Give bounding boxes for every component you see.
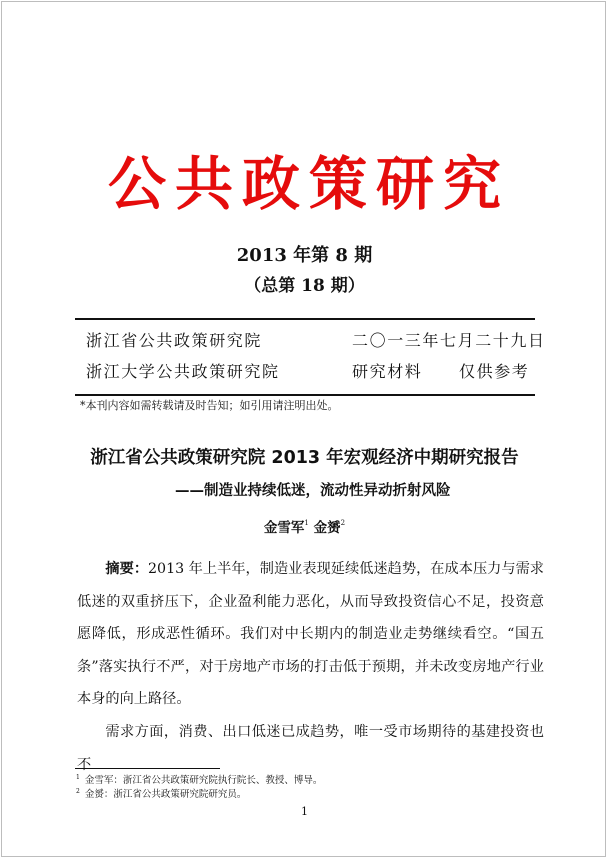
body-text	[77, 553, 544, 781]
header-org1: 浙江省公共政策研究院	[86, 331, 263, 350]
abstract-label: 摘要：	[105, 561, 149, 577]
page-number: 1	[301, 805, 308, 818]
header-material: 研究材料	[352, 362, 423, 381]
issue-number: 2013 年第 8 期	[236, 245, 373, 266]
author-line	[0, 513, 609, 538]
header-bottom-rule	[75, 394, 535, 396]
author-1-footnote-mark: 1	[304, 519, 309, 527]
abstract-text: 2013 年上半年，制造业表现延续低迷趋势，在成本压力与需求低迷的双重挤压下，企业盈利能力恶化，从而导致投资信心不足，投资意愿降低，形成恶性循环。我们对中长期内的制造业走势继续看空。“国五条”落实执行不严，对于房地产市场的打击低于预期，并未改变房地产行业本身的向上路径。	[77, 561, 544, 708]
report-subtitle: ——制造业持续低迷，流动性异动折射风险	[175, 483, 451, 499]
header-top-rule	[75, 318, 535, 320]
author-1: 金雪军	[263, 520, 305, 536]
paragraph-2: 需求方面，消费、出口低迷已成趋势，唯一受市场期待的基建投资也不	[77, 723, 544, 773]
footnote-2-mark: 2	[76, 788, 80, 795]
issue-total: （总第 18 期）	[244, 276, 365, 296]
footnote-rule	[75, 768, 220, 769]
footnote-1-mark: 1	[76, 774, 80, 781]
masthead-title: 公共政策研究	[107, 150, 510, 218]
author-2: 金赟	[313, 520, 341, 536]
footnote-1-text: 金雪军：浙江省公共政策研究院执行院长、教授、博导。	[84, 775, 323, 786]
header-date: 二〇一三年七月二十九日	[352, 331, 546, 350]
footnote-2	[76, 785, 246, 801]
report-title: 浙江省公共政策研究院 2013 年宏观经济中期研究报告	[90, 448, 519, 468]
reprint-notice: *本刊内容如需转载请及时告知；如引用请注明出处。	[80, 399, 339, 412]
header-org2: 浙江大学公共政策研究院	[86, 362, 280, 381]
header-reference: 仅供参考	[459, 362, 530, 381]
author-2-footnote-mark: 2	[340, 519, 346, 527]
footnote-2-text: 金赟：浙江省公共政策研究院研究员。	[84, 789, 247, 800]
abstract-paragraph	[77, 553, 544, 716]
